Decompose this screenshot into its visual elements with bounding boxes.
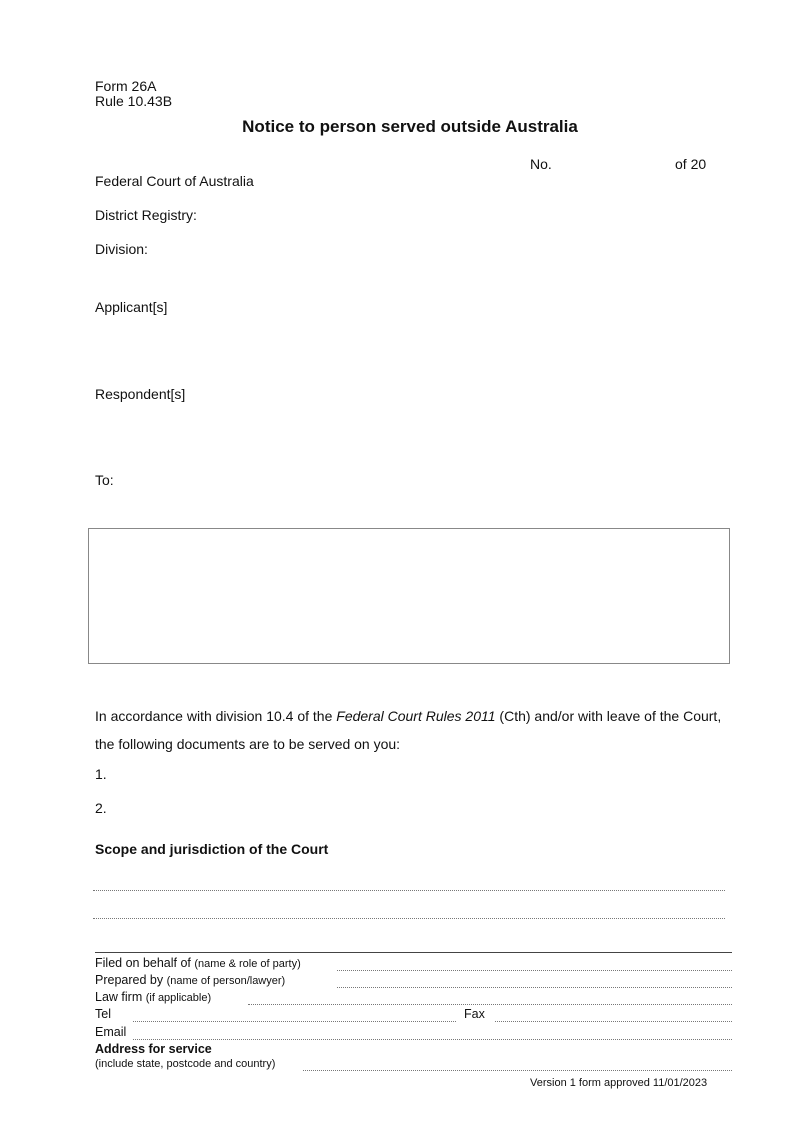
email-field[interactable] (133, 1039, 732, 1040)
prepared-field[interactable] (337, 987, 732, 988)
filed-note: (name & role of party) (194, 958, 301, 970)
document-item-2: 2. (95, 800, 107, 816)
version-note: Version 1 form approved 11/01/2023 (530, 1077, 708, 1089)
para-suffix: (Cth) and/or with leave of the Court, the following documents are to be served on you: (95, 708, 722, 752)
filed-field[interactable] (337, 970, 732, 971)
address-field[interactable] (303, 1070, 732, 1071)
address-note: (include state, postcode and country) (95, 1058, 276, 1070)
email-label: Email (95, 1025, 127, 1039)
form-number: Form 26A (95, 78, 157, 94)
rules-title: Federal Court Rules 2011 (336, 708, 496, 724)
service-paragraph (95, 702, 725, 758)
case-number-label: No. (530, 156, 552, 172)
address-label: Address for service (95, 1042, 212, 1056)
document-item-1: 1. (95, 766, 107, 782)
scope-line-2[interactable] (93, 918, 725, 919)
lawfirm-label: Law firm (95, 990, 143, 1004)
scope-line-1[interactable] (93, 890, 725, 891)
filed-on-behalf (95, 956, 301, 970)
filed-label: Filed on behalf of (95, 956, 191, 970)
registry-label: District Registry: (95, 207, 197, 223)
court-name: Federal Court of Australia (95, 173, 254, 189)
prepared-note: (name of person/lawyer) (166, 975, 286, 987)
recipient-box[interactable] (88, 528, 730, 664)
fax-field[interactable] (495, 1021, 732, 1022)
tel-label: Tel (95, 1007, 111, 1021)
rule-number: Rule 10.43B (95, 93, 173, 109)
to-label: To: (95, 472, 114, 488)
para-prefix: In accordance with division 10.4 of the (95, 708, 337, 724)
scope-heading: Scope and jurisdiction of the Court (95, 841, 329, 857)
prepared-label: Prepared by (95, 973, 164, 987)
law-firm (95, 990, 211, 1004)
page-title: Notice to person served outside Australia (242, 117, 578, 136)
lawfirm-field[interactable] (248, 1004, 732, 1005)
prepared-by (95, 973, 285, 987)
respondents-label: Respondent[s] (95, 386, 186, 402)
fax-label: Fax (464, 1007, 485, 1021)
lawfirm-note: (if applicable) (145, 992, 212, 1004)
tel-field[interactable] (133, 1021, 456, 1022)
case-year-label: of 20 (675, 156, 707, 172)
applicants-label: Applicant[s] (95, 299, 168, 315)
division-label: Division: (95, 241, 148, 257)
footer-divider (95, 952, 732, 953)
